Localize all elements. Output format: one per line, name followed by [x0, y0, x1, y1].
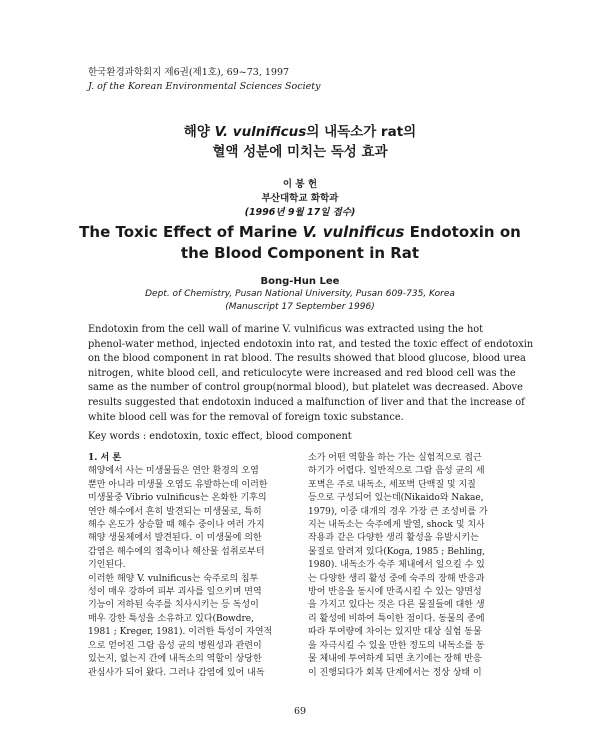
english-affiliation: Dept. of Chemistry, Pusan National University, Pusan 609-735, Korea: [145, 289, 455, 299]
body-line: 연안 해수에서 흔히 발견되는 미생물로, 특히: [88, 506, 262, 517]
body-line: 성이 매우 강하여 피부 괴사를 일으키며 면역: [88, 587, 262, 598]
abstract-line: Endotoxin from the cell wall of marine V. vulnificus was extracted using the hot: [88, 324, 484, 335]
body-line: 이러한 해양 V. vulnificus는 숙주로의 침투: [88, 573, 259, 584]
body-line: 1980). 내독소가 숙주 체내에서 일으킬 수 있: [308, 560, 485, 571]
body-line: 매우 강한 특성을 소유하고 있다(Bowdre,: [88, 613, 254, 624]
korean-title-prefix: 해양: [183, 124, 215, 140]
journal-header: [88, 66, 320, 94]
body-line: 이 진행되다가 회복 단계에서는 정상 상태 이: [308, 667, 482, 678]
body-line: 지는 내독소는 숙주에게 발열, shock 및 치사: [308, 520, 485, 531]
body-line: 있는지, 없는지 간에 내독소의 역할이 상당한: [88, 654, 262, 665]
body-line: 을 가지고 있다는 것은 다른 물질들에 대한 생: [308, 600, 485, 611]
body-line: 방어 반응을 동시에 만족시킬 수 있는 양면성: [308, 587, 482, 598]
korean-affiliation: 부산대학교 화학과: [261, 193, 339, 204]
english-title-line-2: the Blood Component in Rat: [180, 244, 420, 262]
body-line: 뿐만 아니라 미생물 오염도 유발하는데 이러한: [88, 479, 268, 490]
body-line: 작용과 같은 다양한 생리 활성을 유발시키는: [308, 533, 479, 544]
abstract-line: results suggested that endotoxin induced a malfunction of liver and that the increase of: [88, 396, 525, 408]
body-line: 1979), 이중 대개의 경우 가장 큰 조성비를 가: [308, 506, 488, 517]
keywords: Key words : endotoxin, toxic effect, blood component: [88, 431, 352, 442]
body-line: 미생물중 Vibrio vulnificus는 온화한 기후의: [88, 493, 267, 504]
english-title-suffix: Endotoxin on: [404, 223, 521, 241]
page-number: 69: [293, 706, 307, 717]
body-line: 등으로 구성되어 있는데(Nikaido와 Nakae,: [308, 493, 484, 504]
korean-author-name: 이 봉 헌: [282, 179, 318, 190]
body-line: 해수 온도가 상승할 때 해수 중이나 여러 가지: [88, 520, 265, 531]
korean-title-line-2: 혈액 성분에 미치는 독성 효과: [212, 144, 388, 160]
abstract: [88, 323, 534, 425]
body-line: 물질로 알려져 있다(Koga, 1985 ; Behling,: [308, 546, 486, 557]
body-right-column: [308, 452, 518, 680]
english-title-prefix: The Toxic Effect of Marine: [79, 223, 303, 241]
body-left-column: [88, 452, 298, 680]
korean-title-line-1: [0, 122, 600, 142]
body-line: 해양에서 사는 미생물들은 연안 환경의 오염: [88, 466, 259, 477]
english-title-line-1: [0, 222, 600, 243]
english-author-block: [0, 275, 600, 314]
abstract-line: phenol-water method, injected endotoxin into rat, and tested the toxic effect of endotoxin: [88, 338, 534, 350]
korean-title-suffix: 의 내독소가 rat의: [306, 124, 417, 140]
korean-title-species: V. vulnificus: [214, 124, 307, 140]
section-heading-introduction: 1. 서 론: [88, 453, 122, 463]
korean-title: [0, 122, 600, 162]
body-line: 리 활성에 비하여 특이한 점이다. 동물의 종에: [308, 613, 485, 624]
korean-manuscript-date: (1996년 9월 17일 접수): [244, 207, 356, 218]
journal-name-english: J. of the Korean Environmental Sciences Society: [88, 81, 321, 92]
body-line: 물 체내에 투여하게 되면 초기에는 장해 반응: [308, 654, 482, 665]
body-line: 해양 생물체에서 발견된다. 이 미생물에 의한: [88, 533, 262, 544]
body-line: 1981 ; Kreger, 1981). 이러한 특성이 자연적: [88, 627, 273, 638]
korean-author-block: [0, 178, 600, 220]
abstract-line: nitrogen, white blood cell, and reticulocyte were increased and red blood cell was the: [88, 367, 516, 379]
body-line: 하기가 어렵다. 일반적으로 그람 음성 균의 세: [308, 466, 485, 477]
english-title-species: V. vulnificus: [302, 223, 405, 241]
english-manuscript-date: (Manuscript 17 September 1996): [225, 302, 375, 312]
body-line: 소가 어떤 역할을 하는 가는 실험적으로 접근: [308, 453, 482, 463]
abstract-line: white blood cell was for the removal of foreign toxic substance.: [88, 411, 404, 423]
english-author-name: Bong-Hun Lee: [260, 276, 340, 287]
abstract-line: same as the number of control group(normal blood), but platelet was decreased. Above: [88, 382, 523, 394]
abstract-line: on the blood component in rat blood. The results showed that blood glucose, blood urea: [88, 353, 526, 365]
body-line: 으로 얻어진 그람 음성 균의 병원성과 관련이: [88, 640, 262, 651]
body-line: 감염은 해수에의 접촉이나 해산물 섭취로부터: [88, 546, 265, 557]
journal-citation-korean: 한국환경과학회지 제6권(제1호), 69~73, 1997: [88, 67, 290, 78]
body-line: 관심사가 되어 왔다. 그러나 감염에 있어 내독: [88, 667, 265, 678]
english-title: [0, 222, 600, 264]
body-line: 기인된다.: [88, 560, 126, 571]
body-line: 포벽은 주로 내독소, 세포벽 단백질 및 지질: [308, 479, 476, 490]
body-line: 따라 투여량에 차이는 있지만 대상 실험 동물: [308, 627, 482, 638]
body-line: 을 자극시킬 수 있을 만한 정도의 내독소를 동: [308, 640, 485, 651]
body-line: 기능이 저하된 숙주를 치사시키는 등 독성이: [88, 600, 259, 611]
body-line: 는 다양한 생리 활성 중에 숙주의 장해 반응과: [308, 573, 485, 584]
